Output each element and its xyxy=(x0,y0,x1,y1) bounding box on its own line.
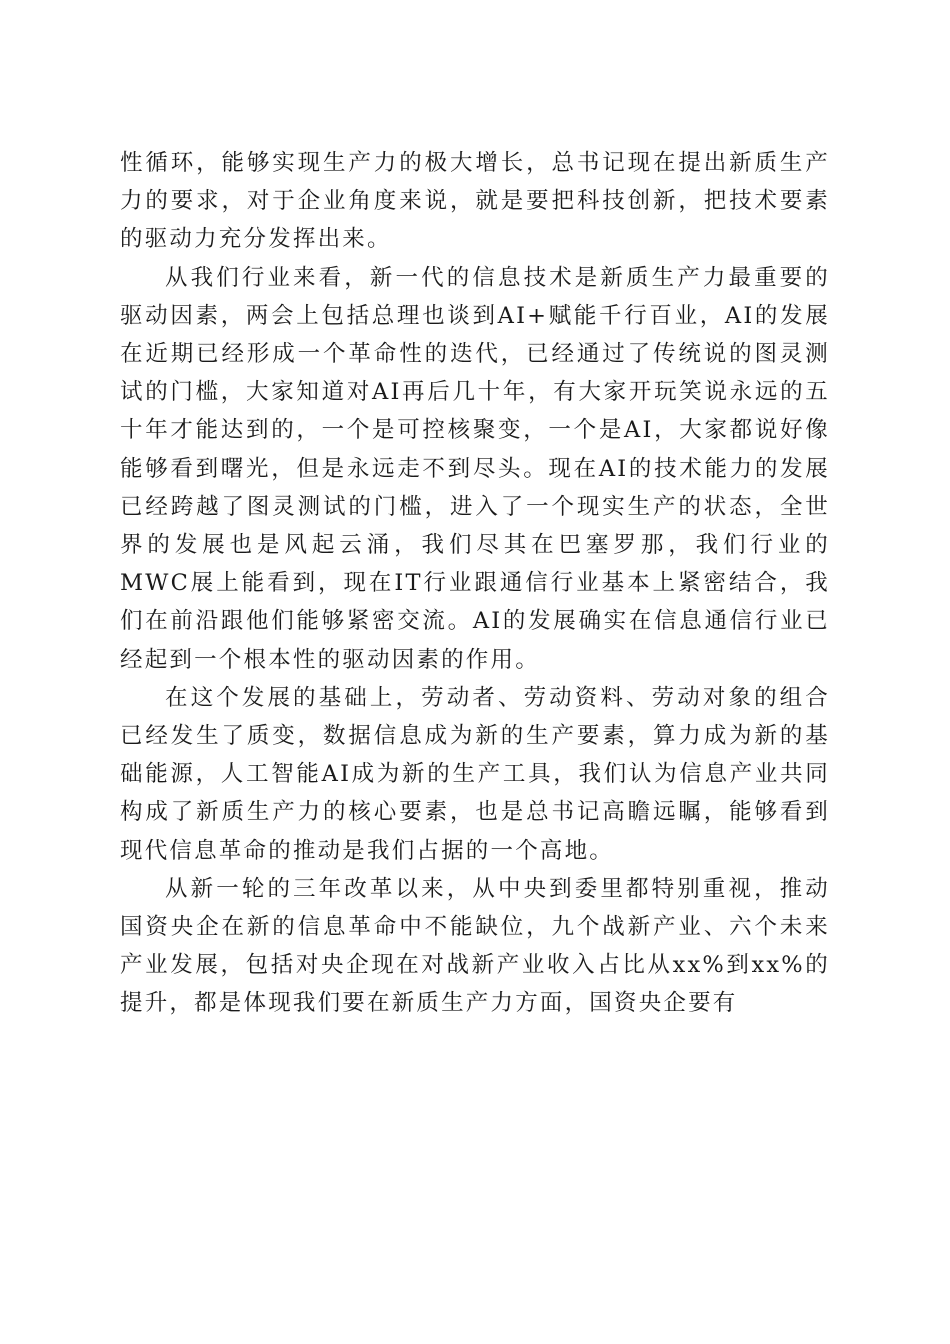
paragraph-1: 性循环，能够实现生产力的极大增长，总书记现在提出新质生产力的要求，对于企业角度来说，就是要把科技创新，把技术要素的驱动力充分发挥出来。 xyxy=(120,150,830,253)
document-body xyxy=(120,144,830,1023)
paragraph-2: 从我们行业来看，新一代的信息技术是新质生产力最重要的驱动因素，两会上包括总理也谈到AI+赋能千行百业，AI的发展在近期已经形成一个革命性的迭代，已经通过了传统说的图灵测试的门槛，大家知道对AI再后几十年，有大家开玩笑说永远的五十年才能达到的，一个是可控核聚变，一个是AI，大家都说好像能够看到曙光，但是永远走不到尽头。现在AI的技术能力的发展已经跨越了图灵测试的门槛，进入了一个现实生产的状态，全世界的发展也是风起云涌，我们尽其在巴塞罗那，我们行业的MWC展上能看到，现在IT行业跟通信行业基本上紧密结合，我们在前沿跟他们能够紧密交流。AI的发展确实在信息通信行业已经起到一个根本性的驱动因素的作用。 xyxy=(120,264,830,673)
paragraph-3: 在这个发展的基础上，劳动者、劳动资料、劳动对象的组合已经发生了质变，数据信息成为新的生产要素，算力成为新的基础能源，人工智能AI成为新的生产工具，我们认为信息产业共同构成了新质生产力的核心要素，也是总书记高瞻远瞩，能够看到现代信息革命的推动是我们占据的一个高地。 xyxy=(120,684,830,864)
paragraph-4: 从新一轮的三年改革以来，从中央到委里都特别重视，推动国资央企在新的信息革命中不能缺位，九个战新产业、六个未来产业发展，包括对央企现在对战新产业收入占比从xx%到xx%的提升，都是体现我们要在新质生产力方面，国资央企要有 xyxy=(120,875,830,1017)
